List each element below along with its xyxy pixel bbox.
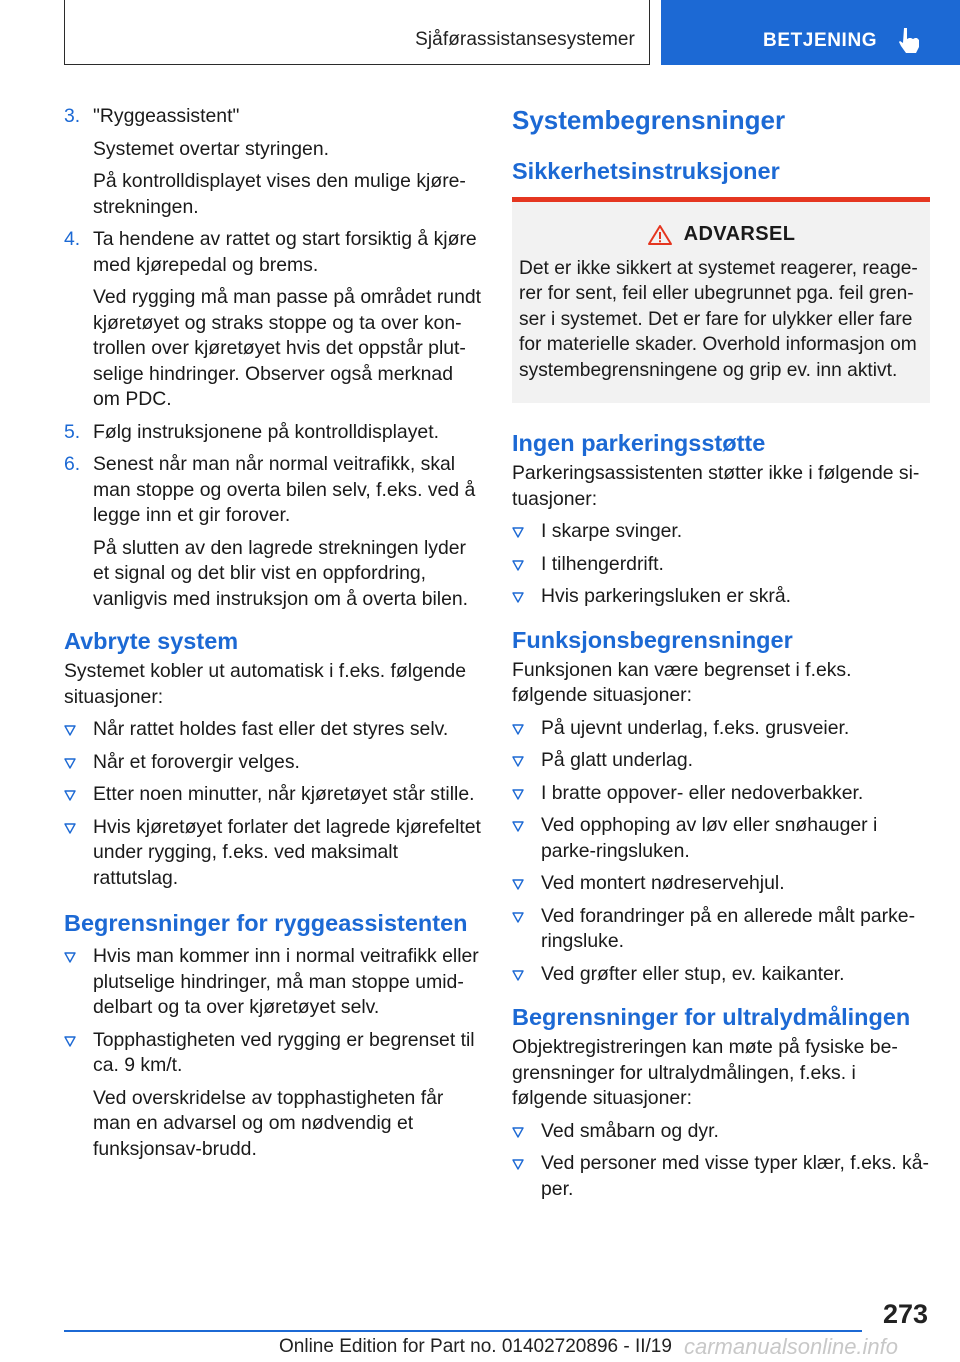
step-number: 6. xyxy=(64,453,81,475)
edition-text: Online Edition for Part no. 01402720896 - II/19 xyxy=(279,1336,672,1357)
step-item xyxy=(64,420,482,446)
bullet-triangle-icon xyxy=(512,970,524,981)
bullet-triangle-icon xyxy=(512,1159,524,1170)
bullet-triangle-icon xyxy=(512,724,524,735)
safety-heading: Sikkerhetsinstruksjoner xyxy=(512,158,780,184)
list-item xyxy=(512,552,930,578)
list-item xyxy=(512,1151,930,1202)
func-limits-heading: Funksjonsbegrensninger xyxy=(512,626,793,653)
step-item xyxy=(64,227,482,278)
list-item-subtext: Ved overskridelse av topphastigheten får man en advarsel og om nødvendig et funksjonsav-brudd. xyxy=(93,1086,444,1160)
list-item-text: Ved opphoping av løv eller snøhauger i parke-ringsluken. xyxy=(541,814,878,862)
ultra-intro: Objektregistreringen kan møte på fysiske be-grensninger for ultralydmålingen, f.eks. i følgende situasjoner: xyxy=(512,1036,898,1109)
bullet-triangle-icon xyxy=(512,821,524,832)
list-item xyxy=(512,871,930,897)
step-item xyxy=(64,452,482,529)
limits-heading: Begrensninger for ryggeassistenten xyxy=(64,910,468,936)
list-item-text: Topphastigheten ved rygging er begrenset til ca. 9 km/t. xyxy=(93,1028,475,1076)
section-title: Sjåførassistansesystemer xyxy=(415,29,635,50)
list-item xyxy=(64,717,482,743)
list-item-text: Ved grøfter eller stup, ev. kaikanter. xyxy=(541,962,845,985)
step-text: Senest når man når normal veitrafikk, skal man stoppe og overta bilen selv, f.eks. ved å legge inn et gir forover. xyxy=(93,453,476,526)
header-chapter-box xyxy=(661,0,960,65)
bullet-triangle-icon xyxy=(512,912,524,923)
step-subtext: På slutten av den lagrede strekningen lyder et signal og det blir vist en oppfordring, vanligvis med instruksjon om å overta bilen. xyxy=(93,536,469,610)
ultra-list xyxy=(512,1119,930,1203)
no-support-intro: Parkeringsassistenten støtter ikke i følgende si-tuasjoner: xyxy=(512,462,920,510)
list-item-text: Ved småbarn og dyr. xyxy=(541,1119,719,1142)
bullet-triangle-icon xyxy=(64,758,76,769)
footer-divider xyxy=(64,1330,862,1332)
warning-box xyxy=(512,197,930,403)
abort-heading: Avbryte system xyxy=(64,628,239,654)
func-limits-intro: Funksjonen kan være begrenset i f.eks. følgende situasjoner: xyxy=(512,658,852,706)
list-item-text: I skarpe svinger. xyxy=(541,520,683,542)
header-section-box xyxy=(64,0,650,65)
step-list xyxy=(64,104,482,612)
step-text: Ta hendene av rattet og start forsiktig å kjøre med kjørepedal og brems. xyxy=(93,228,477,276)
list-item-text: I bratte oppover- eller nedoverbakker. xyxy=(541,781,864,804)
list-item xyxy=(64,1028,482,1079)
list-item xyxy=(512,748,930,774)
limits-list xyxy=(64,944,482,1162)
step-number: 3. xyxy=(64,105,81,127)
step-text: Følg instruksjonene på kontrolldisplayet. xyxy=(93,420,439,443)
list-item xyxy=(512,519,930,545)
no-support-heading: Ingen parkeringsstøtte xyxy=(512,430,766,456)
step-subtext: Systemet overtar styringen. xyxy=(93,137,330,160)
list-item xyxy=(512,962,930,988)
page-title: Systembegrensninger xyxy=(512,105,786,135)
pointing-hand-icon xyxy=(895,26,921,54)
step-subtext: Ved rygging må man passe på området rundt kjøretøyet og straks stoppe og ta over kon-trollen over kjøretøyet hvis det oppstår plut-selige hindringer. Observer også merknad om PDC. xyxy=(93,286,482,410)
page-number: 273 xyxy=(882,1299,928,1329)
right-column xyxy=(512,104,930,1209)
list-item-text: Når rattet holdes fast eller det styres selv. xyxy=(93,718,449,740)
ultra-heading: Begrensninger for ultralydmålingen xyxy=(512,1004,911,1030)
step-item xyxy=(64,104,482,130)
bullet-triangle-icon xyxy=(64,823,76,834)
warning-title xyxy=(519,222,923,248)
list-item xyxy=(64,750,482,776)
list-item-text: Etter noen minutter, når kjøretøyet står stille. xyxy=(93,783,475,805)
no-support-list xyxy=(512,519,930,610)
list-item xyxy=(512,904,930,955)
list-item xyxy=(512,716,930,742)
list-item xyxy=(512,813,930,864)
bullet-triangle-icon xyxy=(64,725,76,736)
bullet-triangle-icon xyxy=(512,879,524,890)
warning-label: ADVARSEL xyxy=(683,223,796,245)
bullet-triangle-icon xyxy=(512,1127,524,1138)
bullet-triangle-icon xyxy=(512,592,524,603)
list-item-text: I tilhengerdrift. xyxy=(541,552,664,575)
list-item xyxy=(64,782,482,808)
step-number: 4. xyxy=(64,228,81,250)
watermark: carmanualsonline.info xyxy=(684,1334,899,1359)
list-item-text: Når et forovergir velges. xyxy=(93,750,300,773)
list-item-text: Hvis man kommer inn i normal veitrafikk eller plutselige hindringer, må man stoppe umid-delbart og ta over kjøretøyet selv. xyxy=(93,945,479,1018)
list-item-text: På ujevnt underlag, f.eks. grusveier. xyxy=(541,716,850,739)
step-number: 5. xyxy=(64,420,81,443)
func-limits-list xyxy=(512,716,930,988)
list-item-text: På glatt underlag. xyxy=(541,749,694,771)
abort-intro: Systemet kobler ut automatisk i f.eks. følgende situasjoner: xyxy=(64,660,466,708)
list-item-text: Hvis parkeringsluken er skrå. xyxy=(541,585,792,607)
warning-triangle-icon xyxy=(647,224,673,246)
warning-text: Det er ikke sikkert at systemet reagerer, reage-rer for sent, feil eller ubegrunnet pga. feil gren-ser i systemet. Det er fare for ulykker eller fare for materielle skader. Overhold informasjon om systembegrensningene og grip ev. inn aktivt. xyxy=(519,257,918,381)
list-item xyxy=(512,584,930,610)
step-subtext: På kontrolldisplayet vises den mulige kjøre-strekningen. xyxy=(93,170,466,218)
bullet-triangle-icon xyxy=(64,790,76,801)
abort-list xyxy=(64,717,482,891)
list-item xyxy=(64,815,482,892)
bullet-triangle-icon xyxy=(64,952,76,963)
bullet-triangle-icon xyxy=(512,756,524,767)
list-item-text: Ved personer med visse typer klær, f.eks. kå-per. xyxy=(541,1152,929,1200)
bullet-triangle-icon xyxy=(512,560,524,571)
step-text: "Ryggeassistent" xyxy=(93,105,240,127)
list-item-text: Ved forandringer på en allerede målt parke-ringsluke. xyxy=(541,904,916,952)
list-item xyxy=(64,944,482,1021)
list-item xyxy=(512,1119,930,1145)
left-column xyxy=(64,104,482,1169)
bullet-triangle-icon xyxy=(512,527,524,538)
chapter-title: BETJENING xyxy=(763,30,878,51)
bullet-triangle-icon xyxy=(64,1036,76,1047)
list-item xyxy=(512,781,930,807)
list-item-text: Ved montert nødreservehjul. xyxy=(541,872,785,894)
list-item-text: Hvis kjøretøyet forlater det lagrede kjørefeltet under rygging, f.eks. ved maksimalt rattutslag. xyxy=(93,815,481,889)
bullet-triangle-icon xyxy=(512,789,524,800)
